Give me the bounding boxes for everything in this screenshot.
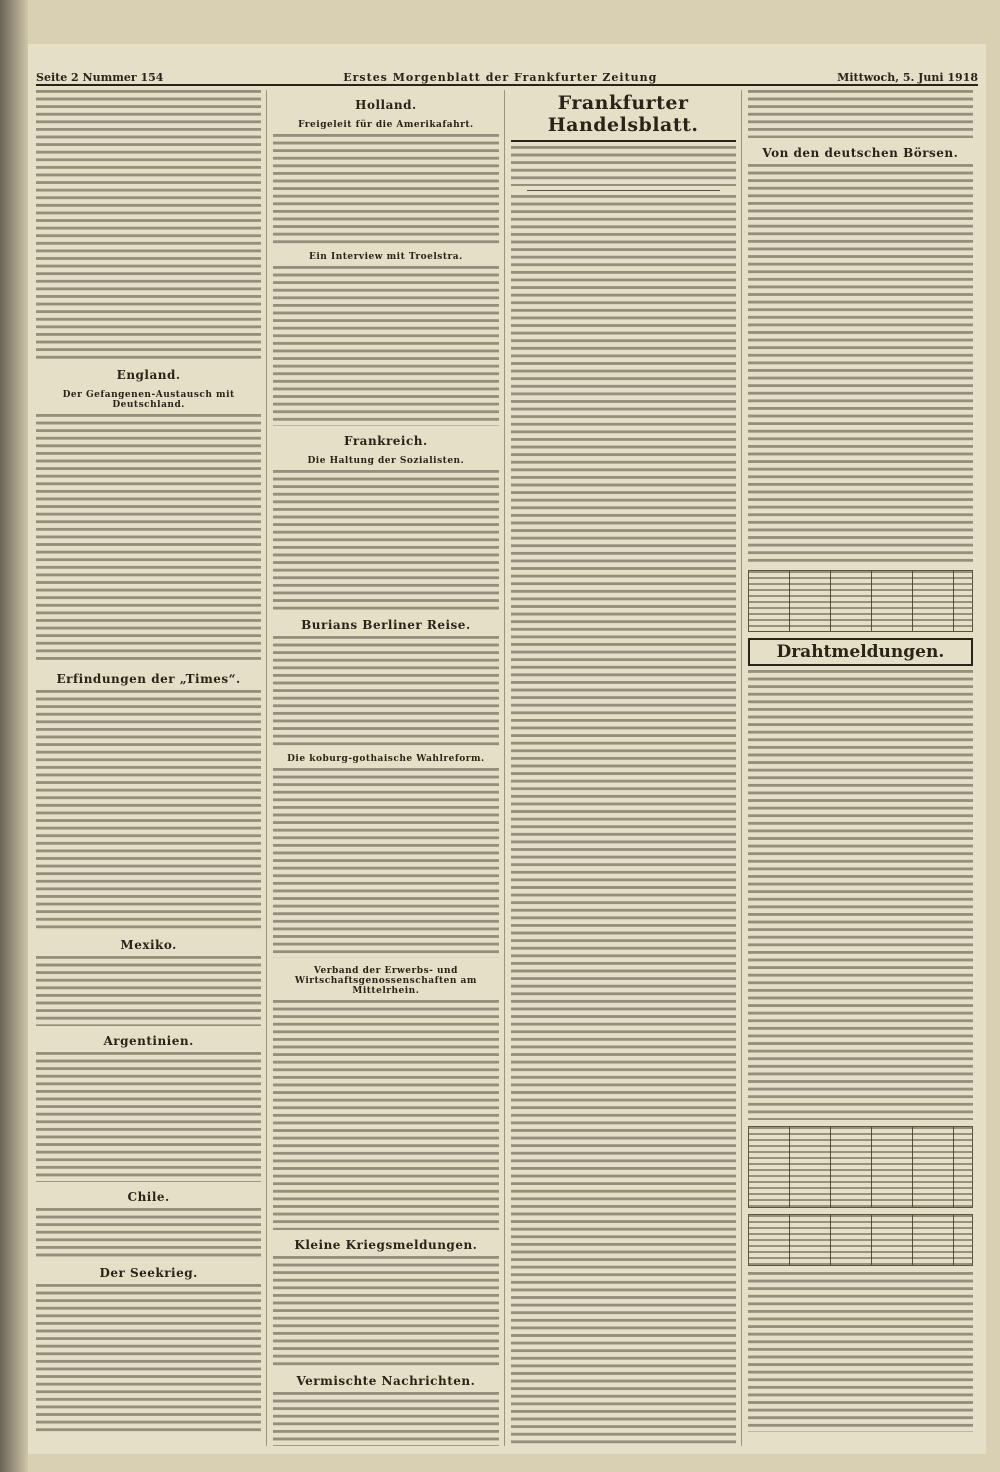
column-4 [748, 90, 978, 1446]
article-text [748, 1272, 973, 1432]
article-text [748, 164, 973, 564]
masthead [36, 62, 978, 86]
columns [36, 90, 978, 1446]
article-text [36, 1284, 261, 1434]
page-binding-shadow [0, 0, 28, 1472]
article-heading-burians: Burians Berliner Reise. [301, 618, 471, 632]
section-heading-seekrieg: Der Seekrieg. [99, 1266, 198, 1280]
article-text [273, 1000, 498, 1230]
section-heading-england: England. [116, 368, 181, 382]
newspaper-page [28, 44, 986, 1454]
article-text [273, 470, 498, 610]
intro-text [511, 146, 736, 186]
article-heading-sozialisten: Die Haltung der Sozialisten. [307, 456, 465, 466]
article-text [748, 670, 973, 1120]
section-heading-mexiko: Mexiko. [120, 938, 177, 952]
section-heading-holland: Holland. [355, 98, 417, 112]
column-1 [36, 90, 267, 1446]
article-text [36, 90, 261, 360]
section-heading-chile: Chile. [127, 1190, 170, 1204]
article-text [748, 90, 973, 138]
article-heading-freigeleit: Freigeleit für die Amerikafahrt. [298, 120, 474, 130]
article-heading-verband: Verband der Erwerbs- und Wirtschaftsgenossenschaften am Mittelrhein. [294, 966, 477, 996]
wechselkurse-table [748, 1214, 973, 1266]
article-text [273, 636, 498, 746]
section-heading-drahtmeldungen: Drahtmeldungen. [748, 638, 973, 666]
article-heading-troelstra: Ein Interview mit Troelstra. [309, 252, 463, 262]
article-heading-koburg: Die koburg-gothaische Wahlreform. [287, 754, 485, 764]
article-heading-gefangenen: Der Gefangenen-Austausch mit Deutschland. [62, 390, 235, 410]
article-text [511, 195, 736, 1446]
section-heading-kriegsmeldungen: Kleine Kriegsmeldungen. [294, 1238, 478, 1252]
article-text [36, 1208, 261, 1258]
column-3 [511, 90, 742, 1446]
issue-date: Mittwoch, 5. Juni 1918 [837, 71, 978, 84]
divider [511, 140, 736, 142]
paris-market-table [748, 1126, 973, 1208]
article-text [273, 768, 498, 958]
article-text [273, 1256, 498, 1366]
exchange-rate-table [748, 570, 973, 632]
page-number: Seite 2 Nummer 154 [36, 71, 164, 84]
article-text [36, 690, 261, 930]
divider [527, 190, 720, 191]
article-text [273, 134, 498, 244]
article-heading-erfindungen: Erfindungen der „Times“. [56, 672, 241, 686]
article-text [273, 266, 498, 426]
section-heading-vermischte: Vermischte Nachrichten. [296, 1374, 476, 1388]
column-2 [273, 90, 504, 1446]
article-text [36, 1052, 261, 1182]
section-heading-argentinien: Argentinien. [103, 1034, 194, 1048]
article-text [273, 1392, 498, 1446]
article-text [36, 956, 261, 1026]
section-heading-frankreich: Frankreich. [344, 434, 428, 448]
section-heading-boersen: Von den deutschen Börsen. [762, 146, 959, 160]
newspaper-title: Erstes Morgenblatt der Frankfurter Zeitung [343, 71, 658, 84]
section-heading-handelsblatt: Frankfurter Handelsblatt. [547, 92, 699, 136]
article-text [36, 414, 261, 664]
